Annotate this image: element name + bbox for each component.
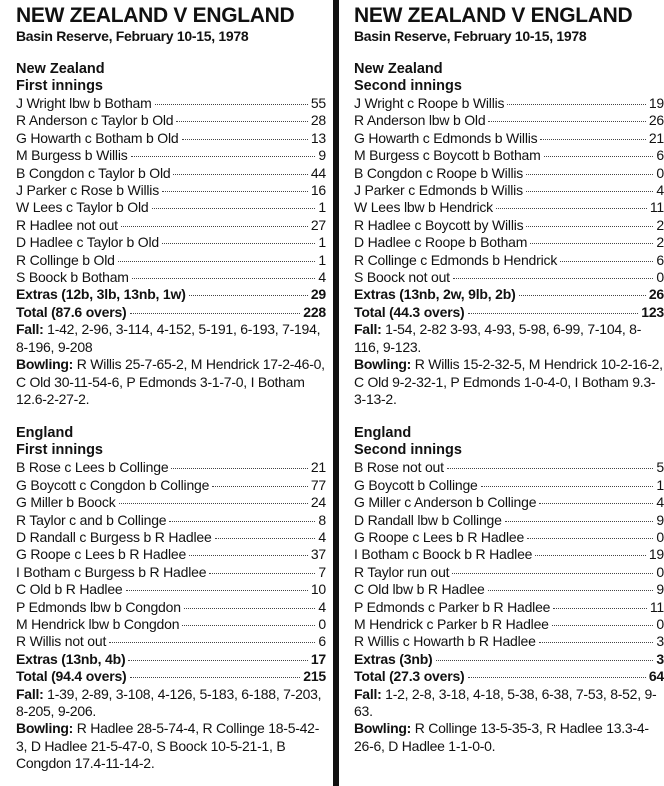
batsman-dismissal: R Collinge c Edmonds b Hendrick <box>354 251 558 268</box>
bowling-figures <box>16 720 326 772</box>
team-name: New Zealand <box>354 61 443 77</box>
batsman-dismissal: R Taylor run out <box>354 563 450 580</box>
batsman-row <box>354 147 664 164</box>
bowling-figures <box>354 720 664 755</box>
dot-leader <box>118 261 316 262</box>
batsman-runs: 44 <box>310 164 326 181</box>
batsman-runs: 55 <box>310 95 326 111</box>
innings-label: Second innings <box>354 442 462 459</box>
team-name: England <box>16 425 74 442</box>
dot-leader <box>488 121 645 122</box>
innings-label: First innings <box>16 442 103 459</box>
batsman-row <box>16 459 326 476</box>
batsman-dismissal: G Howarth c Edmonds b Willis <box>354 129 538 146</box>
batsman-row <box>354 477 664 494</box>
dot-leader <box>131 156 316 157</box>
extras-row <box>354 286 664 303</box>
dot-leader <box>215 538 316 539</box>
batsman-runs: 4 <box>656 494 664 511</box>
batsman-dismissal: R Hadlee not out <box>16 216 118 233</box>
batsman-dismissal: D Randall c Burgess b R Hadlee <box>16 528 212 545</box>
batsman-runs: 24 <box>310 494 326 511</box>
batsman-runs: 9 <box>656 581 664 598</box>
batsman-runs: 1 <box>318 251 326 268</box>
total-label: Total (94.4 overs) <box>16 668 127 685</box>
batsman-row <box>354 130 664 147</box>
batsman-runs: 4 <box>318 598 326 615</box>
batsman-row <box>354 459 664 476</box>
batsman-dismissal: G Roope c Lees b R Hadlee <box>354 528 525 545</box>
batsman-dismissal: B Rose c Lees b Collinge <box>16 459 169 476</box>
fall-text: 1-42, 2-96, 3-114, 4-152, 5-191, 6-193, 7-194, 8-196, 9-208 <box>16 321 321 355</box>
fall-of-wickets <box>354 321 664 356</box>
batsman-dismissal: G Miller b Boock <box>16 494 116 511</box>
dot-leader <box>519 295 646 296</box>
dot-leader <box>109 642 315 643</box>
batsman-row <box>16 494 326 511</box>
dot-leader <box>527 538 653 539</box>
dot-leader <box>121 226 308 227</box>
dot-leader <box>132 278 316 279</box>
dot-leader <box>171 468 307 469</box>
fall-of-wickets <box>354 686 664 721</box>
batsman-dismissal: G Boycott b Collinge <box>354 476 478 493</box>
batsman-row <box>354 546 664 563</box>
batsman-dismissal: C Old b R Hadlee <box>16 581 123 598</box>
bowling-label: Bowling: <box>16 720 74 737</box>
batsman-row <box>16 633 326 650</box>
batsman-row <box>16 182 326 199</box>
dot-leader <box>128 660 307 661</box>
batsman-row <box>354 165 664 182</box>
dot-leader <box>212 486 308 487</box>
batsman-runs: 77 <box>310 476 326 493</box>
extras-label: Extras (3nb) <box>354 650 433 667</box>
batsman-runs: 0 <box>318 615 326 632</box>
batsman-runs: 0 <box>656 563 664 580</box>
total-runs: 123 <box>641 303 664 320</box>
batsman-runs: 9 <box>318 147 326 164</box>
batsman-dismissal: I Botham c Burgess b R Hadlee <box>16 563 207 580</box>
dot-leader <box>162 191 308 192</box>
bowling-text: R Hadlee 28-5-74-4, R Collinge 18-5-42-3, D Hadlee 21-5-47-0, S Boock 10-5-21-1, B Congdon 17.4-11-14-2. <box>16 720 320 772</box>
dot-leader <box>184 608 316 609</box>
scorecard-title: NEW ZEALAND V ENGLAND <box>16 4 295 27</box>
batsman-runs: 2 <box>656 234 664 251</box>
batsman-dismissal: D Randall lbw b Collinge <box>354 511 502 528</box>
batsman-dismissal: S Boock not out <box>354 269 450 286</box>
batsman-dismissal: P Edmonds c Parker b R Hadlee <box>354 598 551 615</box>
bowling-text: R Willis 25-7-65-2, M Hendrick 17-2-46-0, C Old 30-11-54-6, P Edmonds 3-1-7-0, I Botham 12.6-2-27-2. <box>16 356 325 407</box>
extras-row <box>16 286 326 303</box>
batsman-runs: 11 <box>649 199 664 216</box>
batsman-dismissal: B Congdon c Roope b Willis <box>354 164 524 181</box>
batsman-runs: 0 <box>656 528 664 545</box>
batsman-dismissal: R Anderson c Taylor b Old <box>16 112 174 129</box>
batsman-dismissal: J Parker c Rose b Willis <box>16 182 160 199</box>
batsman-row <box>16 529 326 546</box>
dot-leader <box>436 660 654 661</box>
batsman-runs: 0 <box>656 164 664 181</box>
batsman-row <box>354 529 664 546</box>
batsman-row <box>354 199 664 216</box>
batsman-dismissal: J Wright lbw b Botham <box>16 95 152 111</box>
dot-leader <box>173 174 307 175</box>
batsman-runs: 1 <box>318 199 326 216</box>
dot-leader <box>189 555 308 556</box>
section-gap <box>16 408 326 425</box>
extras-runs: 26 <box>648 286 664 303</box>
batsman-row <box>16 616 326 633</box>
dot-leader <box>169 521 315 522</box>
batsman-dismissal: R Anderson lbw b Old <box>354 112 486 129</box>
dot-leader <box>130 313 301 314</box>
batsman-runs: 9 <box>656 511 664 528</box>
dot-leader <box>155 104 308 105</box>
innings-label: First innings <box>16 78 103 94</box>
batsman-runs: 26 <box>648 112 664 129</box>
total-runs: 64 <box>648 668 664 685</box>
batsman-row <box>354 269 664 286</box>
batsman-runs: 3 <box>656 633 664 650</box>
total-runs: 215 <box>303 668 326 685</box>
batsman-dismissal: B Congdon c Taylor b Old <box>16 164 171 181</box>
scorecard-title: NEW ZEALAND V ENGLAND <box>354 4 633 27</box>
batsman-runs: 21 <box>310 459 326 476</box>
extras-label: Extras (13nb, 4b) <box>16 650 126 667</box>
batsman-runs: 6 <box>656 147 664 164</box>
extras-runs: 29 <box>310 286 326 303</box>
batsman-dismissal: D Hadlee c Taylor b Old <box>16 234 159 251</box>
batsman-runs: 7 <box>318 563 326 580</box>
bowling-figures <box>16 356 326 408</box>
batsman-dismissal: M Burgess b Willis <box>16 147 128 164</box>
batsman-runs: 4 <box>318 269 326 286</box>
innings-label: Second innings <box>354 78 462 94</box>
total-label: Total (44.3 overs) <box>354 303 465 320</box>
dot-leader <box>553 608 647 609</box>
batsman-row <box>354 234 664 251</box>
fall-label: Fall: <box>354 321 382 338</box>
batsman-row <box>16 234 326 251</box>
batsman-dismissal: R Willis c Howarth b R Hadlee <box>354 633 536 650</box>
dot-leader <box>189 295 308 296</box>
batsman-runs: 5 <box>656 459 664 476</box>
batsman-dismissal: G Miller c Anderson b Collinge <box>354 494 537 511</box>
dot-leader <box>530 243 653 244</box>
batsman-runs: 28 <box>310 112 326 129</box>
batsman-dismissal: G Roope c Lees b R Hadlee <box>16 546 187 563</box>
dot-leader <box>560 261 653 262</box>
batsman-row <box>16 546 326 563</box>
dot-leader <box>535 555 646 556</box>
batsman-row <box>354 512 664 529</box>
batsman-row <box>16 477 326 494</box>
right-column <box>354 0 664 755</box>
batsman-dismissal: J Parker c Edmonds b Willis <box>354 182 523 199</box>
column-divider <box>333 0 339 786</box>
dot-leader <box>539 642 654 643</box>
extras-label: Extras (12b, 3lb, 13nb, 1w) <box>16 286 186 303</box>
dot-leader <box>505 521 654 522</box>
bowling-figures <box>354 356 664 408</box>
batsman-runs: 8 <box>318 511 326 528</box>
batsman-dismissal: J Wright c Roope b Willis <box>354 95 505 111</box>
dot-leader <box>209 573 315 574</box>
batsman-runs: 27 <box>310 216 326 233</box>
dot-leader <box>540 139 645 140</box>
batsman-dismissal: S Boock b Botham <box>16 269 129 286</box>
dot-leader <box>126 590 308 591</box>
extras-runs: 17 <box>310 650 326 667</box>
batsman-row <box>354 616 664 633</box>
batsman-row <box>16 581 326 598</box>
batsman-dismissal: M Burgess c Boycott b Botham <box>354 147 541 164</box>
batsman-row <box>16 112 326 129</box>
fall-text: 1-54, 2-82 3-93, 4-93, 5-98, 6-99, 7-104, 8-116, 9-123. <box>354 321 642 355</box>
batsman-row <box>16 165 326 182</box>
dot-leader <box>526 174 653 175</box>
total-row <box>354 668 664 685</box>
batsman-runs: 0 <box>656 269 664 286</box>
batsman-row <box>16 217 326 234</box>
dot-leader <box>162 243 315 244</box>
total-runs: 228 <box>303 303 326 320</box>
fall-label: Fall: <box>16 321 44 338</box>
team-name: England <box>354 425 412 442</box>
batsman-row <box>16 564 326 581</box>
batsman-runs: 4 <box>318 528 326 545</box>
batsman-runs: 19 <box>648 546 664 563</box>
batsman-dismissal: B Rose not out <box>354 459 444 476</box>
dot-leader <box>496 208 647 209</box>
fall-label: Fall: <box>16 685 44 702</box>
fall-of-wickets <box>16 321 326 356</box>
dot-leader <box>544 156 654 157</box>
venue-line: Basin Reserve, February 10-15, 1978 <box>354 28 587 44</box>
batsman-runs: 21 <box>648 129 664 146</box>
total-label: Total (87.6 overs) <box>16 303 127 320</box>
batsman-runs: 1 <box>656 476 664 493</box>
dot-leader <box>452 573 653 574</box>
batsman-dismissal: R Collinge b Old <box>16 251 115 268</box>
batsman-row <box>16 199 326 216</box>
dot-leader <box>539 503 653 504</box>
dot-leader <box>182 139 308 140</box>
dot-leader <box>182 625 315 626</box>
extras-label: Extras (13nb, 2w, 9lb, 2b) <box>354 286 516 303</box>
bowling-label: Bowling: <box>354 720 412 737</box>
bowling-label: Bowling: <box>354 356 412 373</box>
batsman-dismissal: W Lees c Taylor b Old <box>16 199 149 216</box>
left-column <box>16 0 326 773</box>
batsman-dismissal: G Boycott c Congdon b Collinge <box>16 476 210 493</box>
extras-runs: 3 <box>656 650 664 667</box>
dot-leader <box>447 468 654 469</box>
batsman-runs: 13 <box>310 129 326 146</box>
batsman-dismissal: M Hendrick lbw b Congdon <box>16 615 180 632</box>
batsman-runs: 2 <box>656 216 664 233</box>
fall-of-wickets <box>16 686 326 721</box>
bowling-text: R Collinge 13-5-35-3, R Hadlee 13.3-4-26-6, D Hadlee 1-1-0-0. <box>354 720 649 754</box>
batsman-dismissal: R Willis not out <box>16 633 107 650</box>
batsman-runs: 11 <box>649 598 664 615</box>
fall-text: 1-39, 2-89, 3-108, 4-126, 5-183, 6-188, 7-203, 8-205, 9-206. <box>16 685 322 719</box>
dot-leader <box>468 313 639 314</box>
dot-leader <box>488 590 654 591</box>
batsman-dismissal: P Edmonds lbw b Congdon <box>16 598 181 615</box>
batsman-dismissal: C Old lbw b R Hadlee <box>354 581 485 598</box>
batsman-runs: 1 <box>318 234 326 251</box>
fall-label: Fall: <box>354 685 382 702</box>
batsman-row <box>354 494 664 511</box>
batsman-runs: 16 <box>310 182 326 199</box>
dot-leader <box>130 677 301 678</box>
batsman-row <box>354 252 664 269</box>
batsman-dismissal: R Taylor c and b Collinge <box>16 511 167 528</box>
batsman-row <box>16 269 326 286</box>
batsman-row <box>354 581 664 598</box>
batsman-dismissal: R Hadlee c Boycott by Willis <box>354 216 524 233</box>
batsman-dismissal: I Botham c Boock b R Hadlee <box>354 546 533 563</box>
batsman-runs: 4 <box>656 182 664 199</box>
batsman-row <box>354 599 664 616</box>
section-gap <box>354 408 664 425</box>
total-row <box>16 304 326 321</box>
total-row <box>16 668 326 685</box>
batsman-row <box>354 112 664 129</box>
team-name: New Zealand <box>16 61 105 77</box>
batsman-row <box>16 252 326 269</box>
bowling-text: R Willis 15-2-32-5, M Hendrick 10-2-16-2, C Old 9-2-32-1, P Edmonds 1-0-4-0, I Botham 9.3-3-13-2. <box>354 356 663 407</box>
batsman-row <box>354 633 664 650</box>
dot-leader <box>481 486 654 487</box>
batsman-row <box>16 512 326 529</box>
dot-leader <box>119 503 308 504</box>
fall-text: 1-2, 2-8, 3-18, 4-18, 5-38, 6-38, 7-53, 8-52, 9-63. <box>354 685 657 719</box>
batsman-row <box>16 130 326 147</box>
total-label: Total (27.3 overs) <box>354 668 465 685</box>
venue-line: Basin Reserve, February 10-15, 1978 <box>16 28 249 44</box>
dot-leader <box>152 208 316 209</box>
batsman-dismissal: W Lees lbw b Hendrick <box>354 199 493 216</box>
total-row <box>354 304 664 321</box>
batsman-row <box>354 95 664 112</box>
batsman-runs: 37 <box>310 546 326 563</box>
batsman-runs: 19 <box>648 95 664 111</box>
batsman-dismissal: D Hadlee c Roope b Botham <box>354 234 528 251</box>
bowling-label: Bowling: <box>16 356 74 373</box>
extras-row <box>354 651 664 668</box>
dot-leader <box>507 104 645 105</box>
batsman-runs: 6 <box>656 251 664 268</box>
dot-leader <box>526 226 653 227</box>
batsman-row <box>16 147 326 164</box>
batsman-row <box>16 95 326 112</box>
batsman-runs: 10 <box>310 581 326 598</box>
batsman-dismissal: M Hendrick c Parker b R Hadlee <box>354 615 549 632</box>
dot-leader <box>552 625 654 626</box>
batsman-row <box>354 182 664 199</box>
dot-leader <box>176 121 307 122</box>
batsman-row <box>16 599 326 616</box>
batsman-dismissal: G Howarth c Botham b Old <box>16 129 179 146</box>
dot-leader <box>526 191 654 192</box>
dot-leader <box>468 677 646 678</box>
dot-leader <box>453 278 654 279</box>
batsman-row <box>354 564 664 581</box>
extras-row <box>16 651 326 668</box>
batsman-row <box>354 217 664 234</box>
batsman-runs: 6 <box>318 633 326 650</box>
batsman-runs: 0 <box>656 615 664 632</box>
